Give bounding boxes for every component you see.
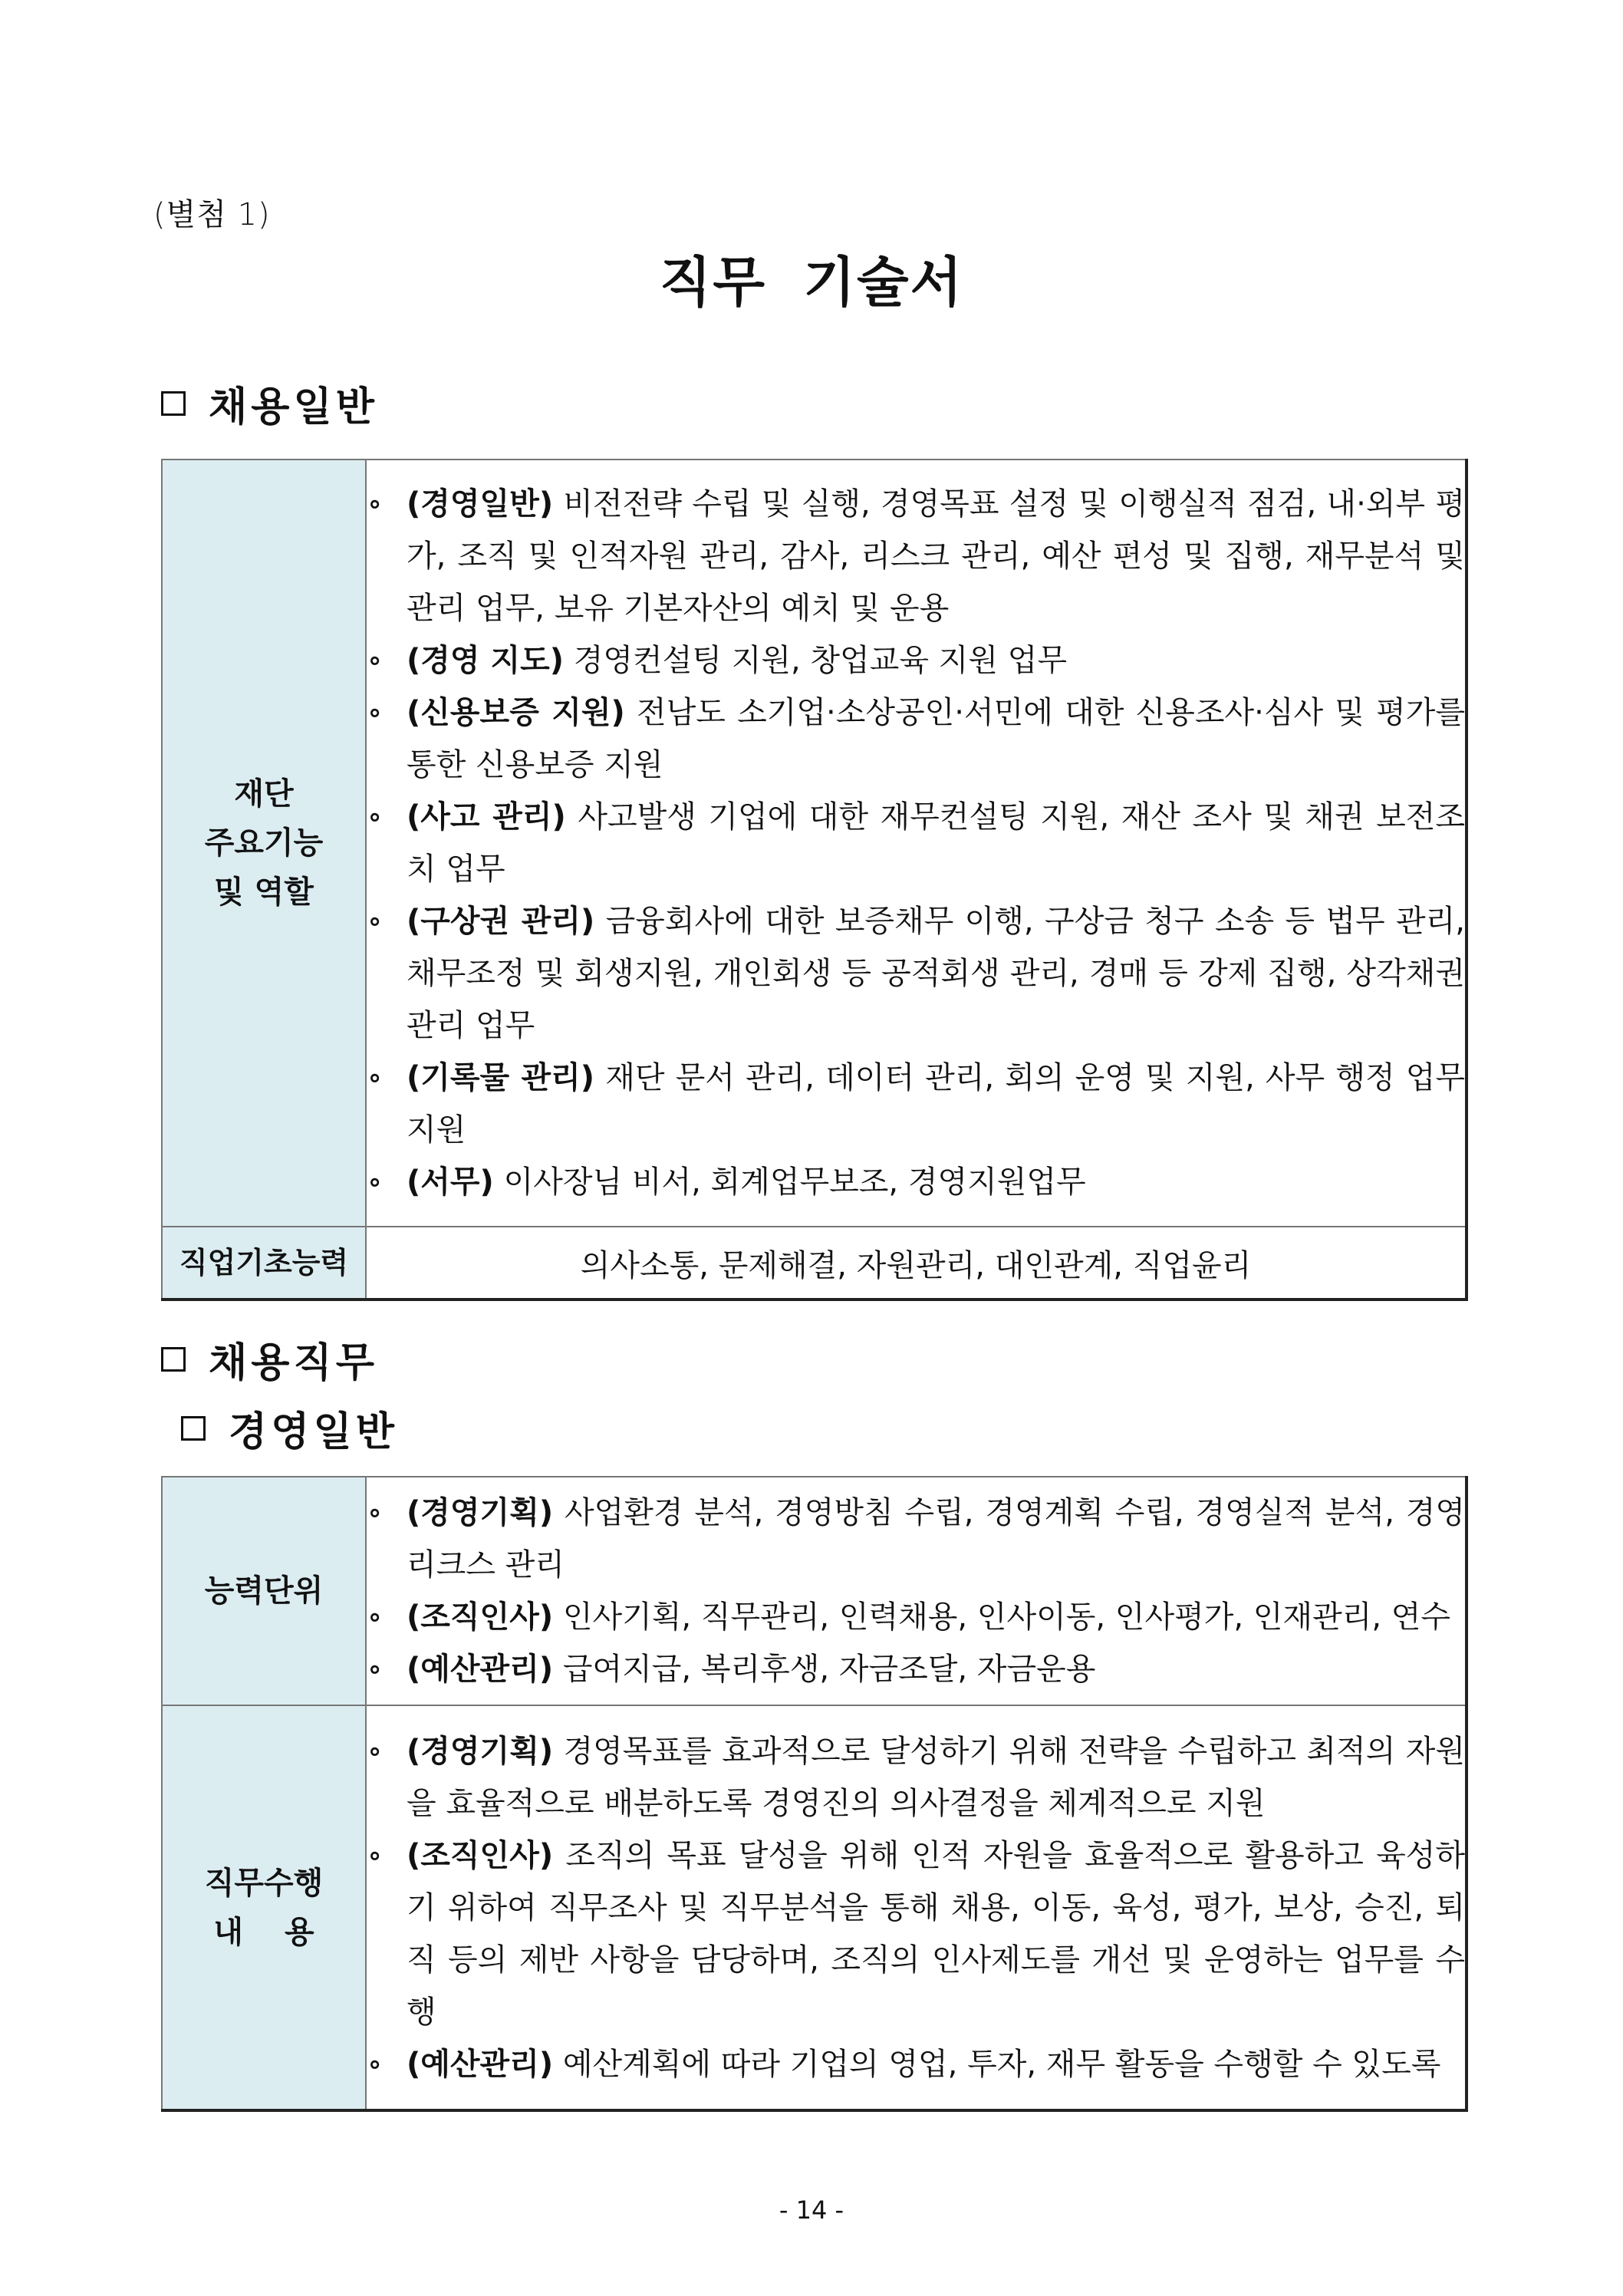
foundation-roles-table xyxy=(161,459,1468,1301)
bullet-icon: ∘ xyxy=(367,1602,384,1632)
label-line: 내 용 xyxy=(213,1914,314,1950)
bullet-icon: ∘ xyxy=(367,1654,384,1685)
list-item xyxy=(367,791,1465,895)
item-head: (구상권 관리) xyxy=(407,904,595,939)
bullet-icon: ∘ xyxy=(367,489,384,519)
bullet-icon: ∘ xyxy=(367,1167,384,1197)
item-text: 경영컨설팅 지원, 창업교육 지원 업무 xyxy=(573,643,1067,678)
subsection-heading-management xyxy=(181,1399,398,1457)
label-line: 재단 xyxy=(234,776,294,812)
list-item xyxy=(367,478,1465,634)
item-text: 재단 문서 관리, 데이터 관리, 회의 운영 및 지원, 사무 행정 업무지원 xyxy=(407,1060,1465,1148)
list-item xyxy=(367,1052,1465,1156)
list-item xyxy=(367,1725,1465,1830)
bullet-icon: ∘ xyxy=(367,2048,384,2080)
item-head: (조직인사) xyxy=(407,1599,554,1635)
item-text: 조직의 목표 달성을 위해 인적 자원을 효율적으로 활용하고 육성하기 위하여 직무조사 및 직무분석을 통해 채용, 이동, 육성, 평가, 보상, 승진, 퇴직 등의 제반 사항을 담당하며, 조직의 인사제도를 개선 및 운영하는 업무를 수행 xyxy=(407,1837,1466,2030)
item-head: (기록물 관리) xyxy=(407,1060,595,1095)
section-heading-text: 채용일반 xyxy=(209,384,378,430)
job-content-cell xyxy=(366,1705,1467,2110)
list-item xyxy=(367,1591,1465,1643)
item-text: 경영목표를 효과적으로 달성하기 위해 전략을 수립하고 최적의 자원을 효율적으로 배분하도록 경영진의 의사결정을 체계적으로 지원 xyxy=(407,1733,1465,1821)
item-head: (경영일반) xyxy=(407,486,554,522)
document-title: 직무 기술서 xyxy=(659,251,964,314)
roles-cell xyxy=(366,460,1467,1227)
item-head: (조직인사) xyxy=(407,1837,554,1873)
item-head: (경영기획) xyxy=(407,1733,554,1769)
label-line: 직무수행 xyxy=(204,1865,324,1901)
item-text: 금융회사에 대한 보증채무 이행, 구상금 청구 소송 등 법무 관리, 채무조정 및 회생지원, 개인회생 등 공적회생 관리, 경매 등 강제 집행, 상각채권 관리 업무 xyxy=(407,904,1465,1043)
row-label-competency-unit: 능력단위 xyxy=(162,1477,366,1705)
roles-list xyxy=(367,478,1465,1208)
label-line: 주요기능 xyxy=(204,825,324,861)
row-label-foundation xyxy=(162,460,366,1227)
table-row xyxy=(162,460,1467,1227)
bullet-icon: ∘ xyxy=(367,802,384,832)
list-item xyxy=(367,2038,1465,2090)
bullet-icon: ∘ xyxy=(367,697,384,728)
item-head: (예산관리) xyxy=(407,1652,554,1687)
item-text: 이사장님 비서, 회계업무보조, 경영지원업무 xyxy=(503,1164,1086,1200)
item-head: (경영기획) xyxy=(407,1495,554,1530)
item-text: 인사기획, 직무관리, 인력채용, 인사이동, 인사평가, 인재관리, 연수 xyxy=(562,1599,1451,1635)
bullet-icon: ∘ xyxy=(367,1735,384,1767)
item-head: (경영 지도) xyxy=(407,643,565,678)
attachment-label: (별첨 1) xyxy=(153,197,271,232)
checkbox-square-icon xyxy=(161,391,186,416)
item-head: (예산관리) xyxy=(407,2046,554,2082)
list-item xyxy=(367,895,1465,1052)
row-label-basic-competency: 직업기초능력 xyxy=(162,1227,366,1300)
item-text: 급여지급, 복리후생, 자금조달, 자금운용 xyxy=(562,1652,1096,1687)
section-heading-general xyxy=(161,374,378,432)
job-description-table xyxy=(161,1476,1468,2112)
item-head: (신용보증 지원) xyxy=(407,695,625,730)
job-content-list xyxy=(367,1725,1465,2090)
bullet-icon: ∘ xyxy=(367,906,384,937)
row-label-job-content xyxy=(162,1705,366,2110)
subsection-heading-text: 경영일반 xyxy=(229,1409,398,1455)
list-item xyxy=(367,1830,1465,2038)
table-row xyxy=(162,1705,1467,2110)
competency-list xyxy=(367,1487,1465,1695)
item-text: 전남도 소기업·소상공인·서민에 대한 신용조사·심사 및 평가를 통한 신용보증 지원 xyxy=(407,695,1466,782)
section-heading-text: 채용직무 xyxy=(209,1340,378,1386)
item-text: 예산계획에 따라 기업의 영업, 투자, 재무 활동을 수행할 수 있도록 xyxy=(562,2046,1441,2082)
label-line: 및 역할 xyxy=(214,875,314,910)
list-item xyxy=(367,1643,1465,1695)
section-heading-jobs xyxy=(161,1330,378,1388)
bullet-icon: ∘ xyxy=(367,645,384,676)
table-row xyxy=(162,1227,1467,1300)
list-item xyxy=(367,687,1465,791)
item-text: 사업환경 분석, 경영방침 수립, 경영계획 수립, 경영실적 분석, 경영리크스 관리 xyxy=(407,1495,1466,1583)
competency-unit-cell xyxy=(366,1477,1467,1705)
table-row xyxy=(162,1477,1467,1705)
list-item xyxy=(367,1156,1465,1208)
item-head: (사고 관리) xyxy=(407,799,566,835)
item-text: 사고발생 기업에 대한 재무컨설팅 지원, 재산 조사 및 채권 보전조치 업무 xyxy=(407,799,1465,887)
bullet-icon: ∘ xyxy=(367,1497,384,1528)
bullet-icon: ∘ xyxy=(367,1840,384,1871)
bullet-icon: ∘ xyxy=(367,1062,384,1093)
checkbox-square-icon xyxy=(181,1416,206,1441)
page-number: - 14 - xyxy=(779,2196,844,2225)
basic-competency-value: 의사소통, 문제해결, 자원관리, 대인관계, 직업윤리 xyxy=(366,1227,1467,1300)
list-item xyxy=(367,634,1465,687)
item-text: 비전전략 수립 및 실행, 경영목표 설정 및 이행실적 점검, 내·외부 평가, 조직 및 인적자원 관리, 감사, 리스크 관리, 예산 편성 및 집행, 재무분석 및 관리 업무, 보유 기본자산의 예치 및 운용 xyxy=(407,486,1465,626)
checkbox-square-icon xyxy=(161,1347,186,1372)
list-item xyxy=(367,1487,1465,1591)
item-head: (서무) xyxy=(407,1164,494,1200)
